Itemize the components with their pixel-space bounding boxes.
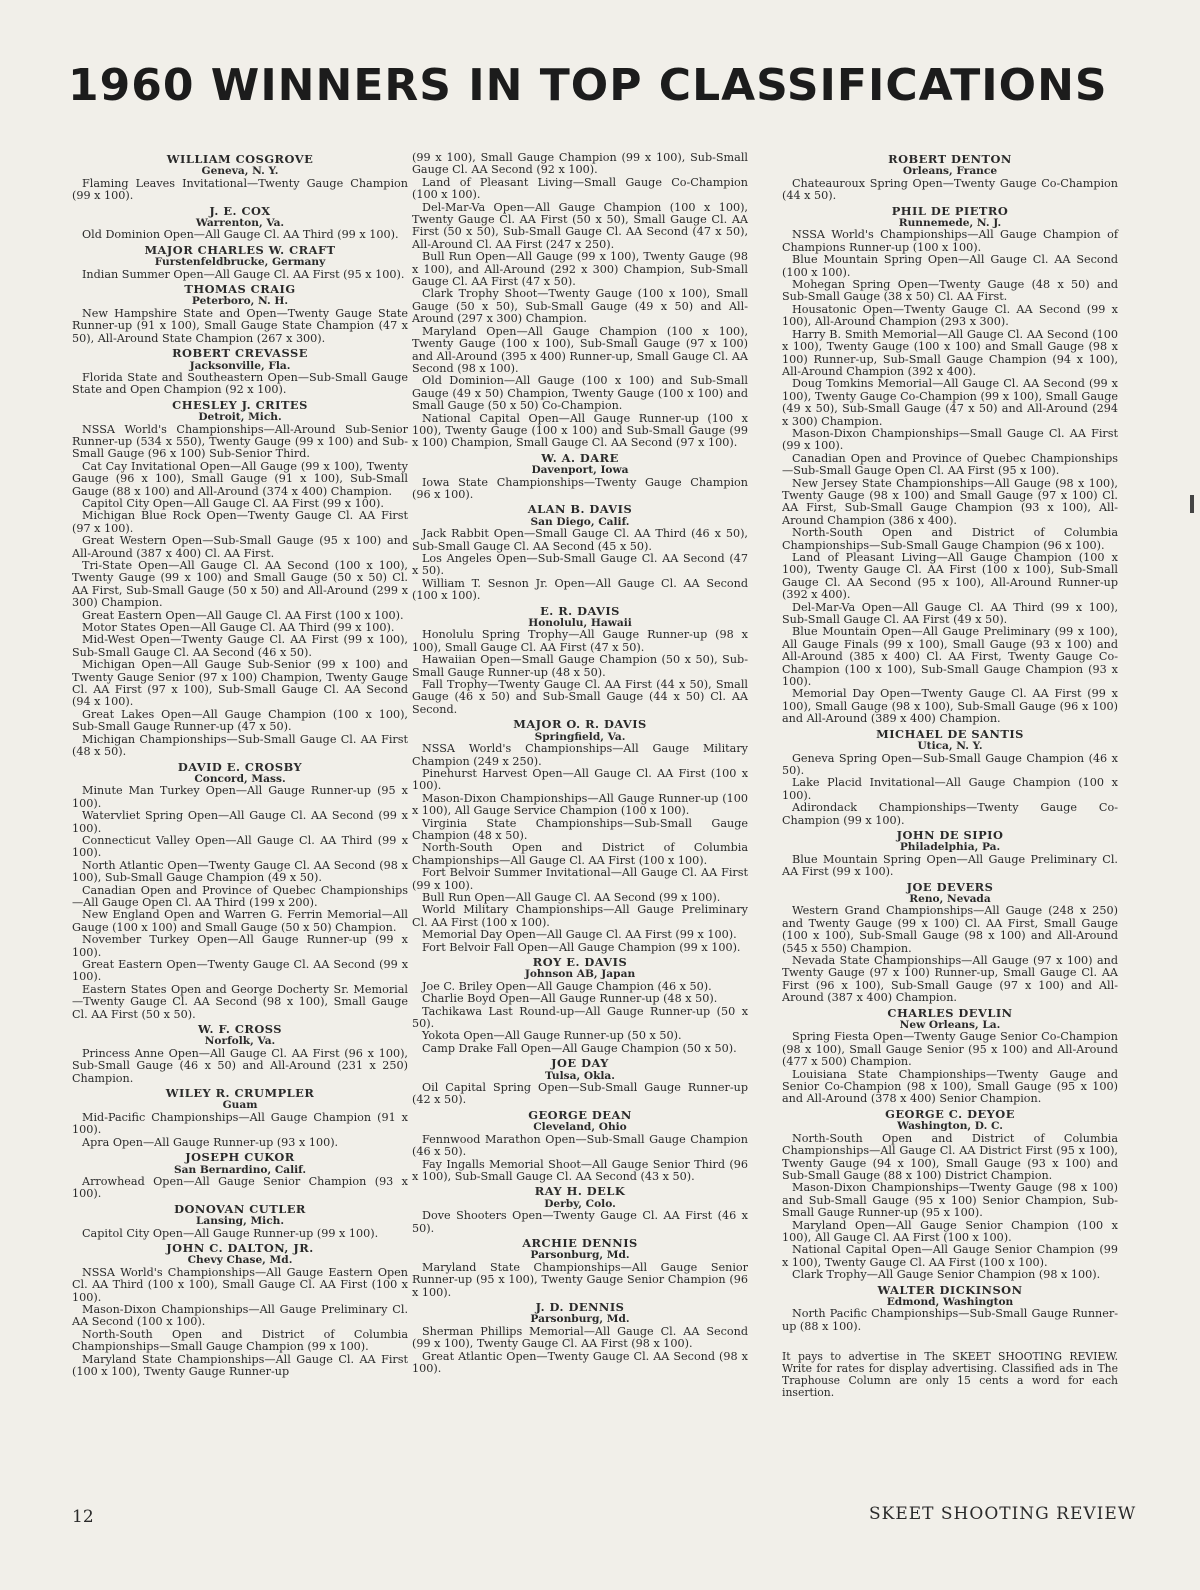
winner-location: Derby, Colo. [544,1197,616,1210]
result-record: Capitol City Open—All Gauge Runner-up (99 x 100). [82,1226,379,1240]
winner-location: Utica, N. Y. [917,740,983,753]
result-record: Charlie Boyd Open—All Gauge Runner-up (48 x 50). [422,992,718,1006]
result-record: North-South Open and District of Columbia Championships—All Gauge Cl. AA District First (95 x 100), Twenty Gauge (94 x 100), Small Gauge (93 x 100) and Sub-Small Gauge (88 x 100) District Champion. [782,1131,1118,1182]
result-record: Iowa State Championships—Twenty Gauge Champion (96 x 100). [412,475,748,501]
winner-name: ARCHIE DENNIS [522,1235,638,1250]
winner-location: Concord, Mass. [194,772,286,785]
column-2 [412,152,748,1377]
result-record: Land of Pleasant Living—All Gauge Champion (100 x 100), Twenty Gauge Cl. AA First (100 x 100), Sub-Small Gauge Cl. AA Second (95 x 100), All-Around Runner-up (392 x 400). [782,551,1118,602]
winner-entry [72,1242,408,1378]
publication-name: SKEET SHOOTING REVIEW [869,1504,1137,1524]
result-record: Louisiana State Championships—Twenty Gauge and Senior Co-Champion (98 x 100), Small Gauge (95 x 100) and All-Around (378 x 400) Senior Champion. [782,1067,1118,1106]
winner-entry [782,205,1118,726]
result-record: New England Open and Warren G. Ferrin Memorial—All Gauge (100 x 100) and Small Gauge (50 x 50) Champion. [72,908,408,934]
winner-entry [412,503,748,602]
result-record: Doug Tomkins Memorial—All Gauge Cl. AA Second (99 x 100), Twenty Gauge Co-Champion (99 x 100), Small Gauge (49 x 50), Sub-Small Gauge (47 x 50) and All-Around (294 x 300) Champion. [782,377,1118,428]
result-record: Watervliet Spring Open—All Gauge Cl. AA Second (99 x 100). [72,809,408,835]
winner-entry [72,1087,408,1149]
winner-entry [72,761,408,1022]
winner-location: Honolulu, Hawaii [528,617,632,630]
winner-location: Warrenton, Va. [195,217,285,230]
result-record: Florida State and Southeastern Open—Sub-Small Gauge State and Open Champion (92 x 100). [72,370,408,397]
winner-location: Washington, D. C. [897,1120,1003,1133]
column-1 [72,152,408,1380]
result-record: Capitol City Open—All Gauge Cl. AA First (99 x 100). [82,496,384,510]
result-record: Tri-State Open—All Gauge Cl. AA Second (100 x 100), Twenty Gauge (99 x 100) and Small Gauge (50 x 50) Cl. AA First, Sub-Small Gauge (50 x 50) and All-Around (299 x 300) Champion. [72,559,408,610]
result-record: Fort Belvoir Fall Open—All Gauge Champion (99 x 100). [422,940,741,954]
result-record: NSSA World's Championships—All Gauge Eastern Open Cl. AA Third (100 x 100), Small Gauge Cl. AA First (100 x 100). [72,1265,408,1304]
winner-entry [72,347,408,397]
winner-entry [412,1057,748,1107]
result-record: Great Lakes Open—All Gauge Champion (100 x 100), Sub-Small Gauge Runner-up (47 x 50). [72,707,408,734]
winner-location: Edmond, Washington [886,1295,1014,1308]
result-record: Michigan Open—All Gauge Sub-Senior (99 x 100) and Twenty Gauge Senior (97 x 100) Champion, Twenty Gauge Cl. AA First (97 x 100), Sub-Small Gauge Cl. AA Second (94 x 100). [72,658,408,709]
result-record: World Military Championships—All Gauge Preliminary Cl. AA First (100 x 100). [412,903,748,929]
result-record: Great Eastern Open—Twenty Gauge Cl. AA Second (99 x 100). [72,958,408,984]
winner-location: Cleveland, Ohio [533,1121,627,1134]
result-record: Maryland Open—All Gauge Champion (100 x 100), Twenty Gauge (100 x 100), Sub-Small Gauge (97 x 100) and All-Around (395 x 400) Runner-up, Small Gauge Cl. AA Second (98 x 100). [412,324,748,375]
result-record: Eastern States Open and George Docherty Sr. Memorial—Twenty Gauge Cl. AA Second (98 x 100), Small Gauge Cl. AA First (50 x 50). [72,982,408,1021]
result-record: New Jersey State Championships—All Gauge (98 x 100), Twenty Gauge (98 x 100) and Small Gauge (97 x 100) Cl. AA First, Sub-Small Gauge Champion (93 x 100), All-Around Champion (386 x 400). [782,476,1118,527]
result-record: Clark Trophy—All Gauge Senior Champion (98 x 100). [792,1268,1101,1282]
result-record: Tachikawa Last Round-up—All Gauge Runner-up (50 x 50). [412,1004,748,1031]
result-record: Clark Trophy Shoot—Twenty Gauge (100 x 100), Small Gauge (50 x 50), Sub-Small Gauge (49 x 50) and All-Around (297 x 300) Champion. [412,287,748,326]
result-record: Honolulu Spring Trophy—All Gauge Runner-up (98 x 100), Small Gauge Cl. AA First (47 x 50). [412,628,748,654]
winner-location: Runnemede, N. J. [898,217,1002,230]
winner-location: Orleans, France [902,165,998,178]
result-record: Yokota Open—All Gauge Runner-up (50 x 50). [422,1029,682,1043]
result-record: Adirondack Championships—Twenty Gauge Co-Champion (99 x 100). [782,801,1118,827]
winner-entry [412,1301,748,1375]
winner-name: JOSEPH CUKOR [185,1150,295,1165]
advertising-notice: It pays to advertise in The SKEET SHOOTING REVIEW. Write for rates for display advertising. Classified ads in The Traphouse Column are only 15 cents a word for each insertion. [782,1350,1118,1400]
result-record: Minute Man Turkey Open—All Gauge Runner-up (95 x 100). [72,784,408,810]
winner-entry [412,452,748,502]
result-record: Los Angeles Open—Sub-Small Gauge Cl. AA Second (47 x 50). [412,552,748,578]
result-record: Virginia State Championships—Sub-Small Gauge Champion (48 x 50). [412,816,748,842]
winner-location: Chevy Chase, Md. [187,1254,293,1267]
result-record: Great Atlantic Open—Twenty Gauge Cl. AA Second (98 x 100). [412,1349,748,1375]
winner-entry [412,956,748,1055]
winner-entry [412,152,748,450]
result-record: Bull Run Open—All Gauge Cl. AA Second (99 x 100). [422,890,721,904]
result-record: Mason-Dixon Championships—Twenty Gauge (98 x 100) and Sub-Small Gauge (95 x 100) Senior Champion, Sub-Small Gauge Runner-up (95 x 100). [782,1181,1118,1220]
winner-name: J. D. DENNIS [535,1299,625,1314]
winner-location: Philadelphia, Pa. [899,841,1001,854]
winner-name: RAY H. DELK [534,1184,626,1199]
result-record: Apra Open—All Gauge Runner-up (93 x 100). [82,1135,339,1149]
result-record: Blue Mountain Spring Open—All Gauge Preliminary Cl. AA First (99 x 100). [782,852,1118,879]
winner-entry [782,1108,1118,1282]
result-record: Cat Cay Invitational Open—All Gauge (99 x 100), Twenty Gauge (96 x 100), Small Gauge (91 x 100), Sub-Small Gauge (88 x 100) and All-Around (374 x 400) Champion. [72,459,408,498]
winner-entry [72,283,408,345]
winner-entry [72,205,408,242]
result-record: North Atlantic Open—Twenty Gauge Cl. AA Second (98 x 100), Sub-Small Gauge Champion (49 x 50). [72,858,408,885]
result-record: Mason-Dixon Championships—Small Gauge Cl. AA First (99 x 100). [782,426,1118,453]
winner-name: CHESLEY J. CRITES [172,397,308,412]
result-record: Memorial Day Open—Twenty Gauge Cl. AA First (99 x 100), Small Gauge (98 x 100), Sub-Small Gauge (96 x 100) and All-Around (389 x 400) Champion. [782,687,1118,726]
winner-entry [782,728,1118,827]
scan-edge-mark [1190,495,1194,513]
winner-entry [72,244,408,281]
result-record: Nevada State Championships—All Gauge (97 x 100) and Twenty Gauge (97 x 100) Runner-up, Small Gauge Cl. AA First (96 x 100), Sub-Small Gauge (97 x 100) and All-Around (387 x 400) Champion. [782,954,1118,1005]
result-record: National Capital Open—All Gauge Senior Champion (99 x 100), Twenty Gauge Cl. AA First (100 x 100). [782,1243,1118,1269]
result-record: Sherman Phillips Memorial—All Gauge Cl. AA Second (99 x 100), Twenty Gauge Cl. AA First (98 x 100). [412,1324,748,1351]
result-record: (99 x 100), Small Gauge Champion (99 x 100), Sub-Small Gauge Cl. AA Second (92 x 100). [412,151,748,177]
winner-entry [412,1237,748,1299]
winner-location: Parsonburg, Md. [530,1249,630,1262]
winner-location: Norfolk, Va. [204,1035,276,1048]
result-record: National Capital Open—All Gauge Runner-up (100 x 100), Twenty Gauge (100 x 100) and Sub-Small Gauge (99 x 100) Champion, Small Gauge Cl. AA Second (97 x 100). [412,411,748,450]
result-record: Western Grand Championships—All Gauge (248 x 250) and Twenty Gauge (99 x 100) Cl. AA First, Small Gauge (100 x 100), Sub-Small Gauge (98 x 100) and All-Around (545 x 550) Champion. [782,904,1118,955]
page-number: 12 [72,1507,94,1527]
winner-location: Parsonburg, Md. [530,1313,630,1326]
winner-location: Geneva, N. Y. [201,165,279,178]
winner-name: W. F. CROSS [198,1022,282,1037]
winner-entry [412,1185,748,1235]
result-record: Del-Mar-Va Open—All Gauge Cl. AA Third (99 x 100), Sub-Small Gauge Cl. AA First (49 x 50). [782,600,1118,627]
result-record: Fay Ingalls Memorial Shoot—All Gauge Senior Third (96 x 100), Sub-Small Gauge Cl. AA Second (43 x 50). [412,1157,748,1183]
result-record: Mid-Pacific Championships—All Gauge Champion (91 x 100). [72,1110,408,1137]
winner-location: Furstenfeldbrucke, Germany [154,256,326,269]
result-record: Joe C. Briley Open—All Gauge Champion (46 x 50). [422,979,712,993]
result-record: Old Dominion Open—All Gauge Cl. AA Third (99 x 100). [82,228,399,242]
winner-name: WILLIAM COSGROVE [166,152,314,166]
winner-name: DAVID E. CROSBY [177,759,303,774]
winner-entry [72,1203,408,1240]
winner-name: GEORGE C. DEYOE [885,1106,1015,1121]
result-record: Chateauroux Spring Open—Twenty Gauge Co-Champion (44 x 50). [782,176,1118,203]
winner-location: San Bernardino, Calif. [173,1163,307,1176]
winner-name: GEORGE DEAN [528,1107,632,1122]
winner-name: MAJOR O. R. DAVIS [513,717,647,732]
winner-name: MAJOR CHARLES W. CRAFT [144,242,336,257]
result-record: Mason-Dixon Championships—All Gauge Preliminary Cl. AA Second (100 x 100). [72,1302,408,1329]
winner-location: Springfield, Va. [534,730,626,743]
result-record: Great Eastern Open—All Gauge Cl. AA First (100 x 100). [82,608,404,622]
winner-name: CHARLES DEVLIN [887,1005,1013,1020]
winner-name: ALAN B. DAVIS [527,502,633,517]
result-record: Flaming Leaves Invitational—Twenty Gauge Champion (99 x 100). [72,176,408,203]
result-record: Michigan Blue Rock Open—Twenty Gauge Cl. AA First (97 x 100). [72,509,408,535]
result-record: Mason-Dixon Championships—All Gauge Runner-up (100 x 100), All Gauge Service Champion (100 x 100). [412,791,748,818]
result-record: Canadian Open and Province of Quebec Championships—All Gauge Open Cl. AA Third (199 x 200). [72,883,408,909]
winner-location: Johnson AB, Japan [524,968,636,981]
result-record: Maryland Open—All Gauge Senior Champion (100 x 100), All Gauge Cl. AA First (100 x 100). [782,1218,1118,1244]
winner-name: JOHN DE SIPIO [896,827,1004,842]
result-record: Harry B. Smith Memorial—All Gauge Cl. AA Second (100 x 100), Twenty Gauge (100 x 100) and Small Gauge (98 x 100) Runner-up, Sub-Small Gauge Champion (94 x 100), All-Around Champion (392 x 400). [782,327,1118,378]
winner-name: ROY E. DAVIS [532,955,628,969]
winner-name: DONOVAN CUTLER [174,1201,306,1216]
winner-entry [412,1109,748,1183]
result-record: Fennwood Marathon Open—Sub-Small Gauge Champion (46 x 50). [412,1132,748,1159]
winner-location: Detroit, Mich. [198,411,282,424]
winner-location: Tulsa, Okla. [545,1069,615,1082]
result-record: Pinehurst Harvest Open—All Gauge Cl. AA First (100 x 100). [412,766,748,793]
result-record: New Hampshire State and Open—Twenty Gauge State Runner-up (91 x 100), Small Gauge State Champion (47 x 50), All-Around State Champion (267 x 300). [72,306,408,345]
result-record: Fort Belvoir Summer Invitational—All Gauge Cl. AA First (99 x 100). [412,866,748,892]
result-record: Motor States Open—All Gauge Cl. AA Third (99 x 100). [82,621,395,635]
result-record: Lake Placid Invitational—All Gauge Champion (100 x 100). [782,776,1118,802]
result-record: Princess Anne Open—All Gauge Cl. AA First (96 x 100), Sub-Small Gauge (46 x 50) and All-Around (231 x 250) Champion. [72,1046,408,1085]
winner-location: Davenport, Iowa [531,464,629,477]
winner-location: Reno, Nevada [909,892,991,905]
result-record: Mohegan Spring Open—Twenty Gauge (48 x 50) and Sub-Small Gauge (38 x 50) Cl. AA First. [782,278,1118,304]
winner-name: WALTER DICKINSON [877,1282,1023,1297]
result-record: Jack Rabbit Open—Small Gauge Cl. AA Third (46 x 50), Sub-Small Gauge Cl. AA Second (45 x 50). [412,527,748,553]
result-record: William T. Sesnon Jr. Open—All Gauge Cl. AA Second (100 x 100). [412,576,748,603]
winner-entry [412,605,748,717]
result-record: Connecticut Valley Open—All Gauge Cl. AA Third (99 x 100). [72,833,408,860]
result-record: Oil Capital Spring Open—Sub-Small Gauge Runner-up (42 x 50). [412,1081,748,1107]
result-record: Blue Mountain Open—All Gauge Preliminary (99 x 100), All Gauge Finals (99 x 100), Small Gauge (93 x 100) and All-Around (385 x 400) Cl. AA First, Twenty Gauge Co-Champion (100 x 100), Sub-Small Gauge Champion (93 x 100). [782,625,1118,689]
result-record: November Turkey Open—All Gauge Runner-up (99 x 100). [72,933,408,959]
page-title: 1960 WINNERS IN TOP CLASSIFICATIONS [68,60,1108,111]
result-record: Fall Trophy—Twenty Gauge Cl. AA First (44 x 50), Small Gauge (46 x 50) and Sub-Small Gauge (44 x 50) Cl. AA Second. [412,678,748,716]
winner-name: WILEY R. CRUMPLER [165,1086,315,1101]
result-record: Maryland State Championships—All Gauge Cl. AA First (100 x 100), Twenty Gauge Runner-up [72,1352,408,1378]
result-record: Dove Shooters Open—Twenty Gauge Cl. AA First (46 x 50). [412,1209,748,1235]
winner-name: JOE DEVERS [906,879,994,894]
winner-entry [412,718,748,954]
result-record: Camp Drake Fall Open—All Gauge Champion (50 x 50). [422,1041,737,1055]
result-record: Land of Pleasant Living—Small Gauge Co-Champion (100 x 100). [412,175,748,202]
winner-name: ROBERT CREVASSE [172,346,308,361]
winner-entry [782,153,1118,203]
result-record: NSSA World's Championships—All-Around Sub-Senior Runner-up (534 x 550), Twenty Gauge (99 x 100) and Sub-Small Gauge (96 x 100) Sub-Senior Third. [72,422,408,461]
winner-name: JOE DAY [551,1056,609,1071]
result-record: North-South Open and District of Columbia Championships—Small Gauge Champion (99 x 100). [72,1327,408,1354]
winner-entry [782,829,1118,879]
winner-name: E. R. DAVIS [540,603,620,618]
result-record: Bull Run Open—All Gauge (99 x 100), Twenty Gauge (98 x 100), and All-Around (292 x 300) Champion, Sub-Small Gauge Cl. AA First (47 x 50). [412,250,748,289]
result-record: Arrowhead Open—All Gauge Senior Champion (93 x 100). [72,1174,408,1201]
result-record: Del-Mar-Va Open—All Gauge Champion (100 x 100), Twenty Gauge Cl. AA First (50 x 50), Small Gauge Cl. AA First (50 x 50), Sub-Small Gauge Cl. AA Second (47 x 50), All-Around Cl. AA First (247 x 250). [412,200,748,251]
winner-entry [72,399,408,759]
winner-location: San Diego, Calif. [530,515,630,528]
result-record: North-South Open and District of Columbia Championships—Sub-Small Gauge Champion (96 x 100). [782,526,1118,552]
winner-name: JOHN C. DALTON, JR. [166,1240,314,1255]
result-record: Maryland State Championships—All Gauge Senior Runner-up (95 x 100), Twenty Gauge Senior Champion (96 x 100). [412,1260,748,1299]
winner-location: Peterboro, N. H. [191,295,289,308]
result-record: NSSA World's Championships—All Gauge Military Champion (249 x 250). [412,742,748,768]
winner-name: W. A. DARE [541,450,619,465]
result-record: Great Western Open—Sub-Small Gauge (95 x 100) and All-Around (387 x 400) Cl. AA First. [72,534,408,560]
winner-name: THOMAS CRAIG [184,282,296,297]
result-record: Michigan Championships—Sub-Small Gauge Cl. AA First (48 x 50). [72,732,408,759]
column-3 [782,152,1118,1399]
result-record: Hawaiian Open—Small Gauge Champion (50 x 50), Sub-Small Gauge Runner-up (48 x 50). [412,653,748,679]
result-record: Blue Mountain Spring Open—All Gauge Cl. AA Second (100 x 100). [782,253,1118,279]
result-record: Memorial Day Open—All Gauge Cl. AA First (99 x 100). [422,928,737,942]
winner-entry [782,1007,1118,1106]
result-record: Old Dominion—All Gauge (100 x 100) and Sub-Small Gauge (49 x 50) Champion, Twenty Gauge (100 x 100) and Small Gauge (50 x 50) Co-Champion. [412,374,748,413]
result-record: North-South Open and District of Columbia Championships—All Gauge Cl. AA First (100 x 100). [412,841,748,867]
winner-entry [782,1284,1118,1334]
result-record: Canadian Open and Province of Quebec Championships—Sub-Small Gauge Open Cl. AA First (95 x 100). [782,451,1118,478]
result-record: Indian Summer Open—All Gauge Cl. AA First (95 x 100). [82,267,405,281]
winner-name: J. E. COX [209,203,271,218]
result-record: Geneva Spring Open—Sub-Small Gauge Champion (46 x 50). [782,751,1118,777]
winner-entry [782,881,1118,1005]
winner-location: New Orleans, La. [899,1019,1001,1032]
winner-entry [72,153,408,203]
winner-entry [72,1151,408,1201]
winner-location: Lansing, Mich. [195,1215,285,1228]
result-record: North Pacific Championships—Sub-Small Gauge Runner-up (88 x 100). [782,1307,1118,1333]
result-record: Housatonic Open—Twenty Gauge Cl. AA Second (99 x 100), All-Around Champion (293 x 300). [782,302,1118,329]
result-record: Spring Fiesta Open—Twenty Gauge Senior Co-Champion (98 x 100), Small Gauge Senior (95 x 100) and All-Around (477 x 500) Champion. [782,1030,1118,1069]
winner-name: ROBERT DENTON [888,152,1012,166]
winner-name: PHIL DE PIETRO [891,203,1009,218]
winner-entry [72,1023,408,1085]
result-record: Mid-West Open—Twenty Gauge Cl. AA First (99 x 100), Sub-Small Gauge Cl. AA Second (46 x 50). [72,633,408,659]
result-record: NSSA World's Championships—All Gauge Champion of Champions Runner-up (100 x 100). [782,228,1118,254]
winner-location: Guam [222,1099,258,1112]
winner-name: MICHAEL DE SANTIS [876,726,1024,741]
winner-location: Jacksonville, Fla. [189,359,291,372]
